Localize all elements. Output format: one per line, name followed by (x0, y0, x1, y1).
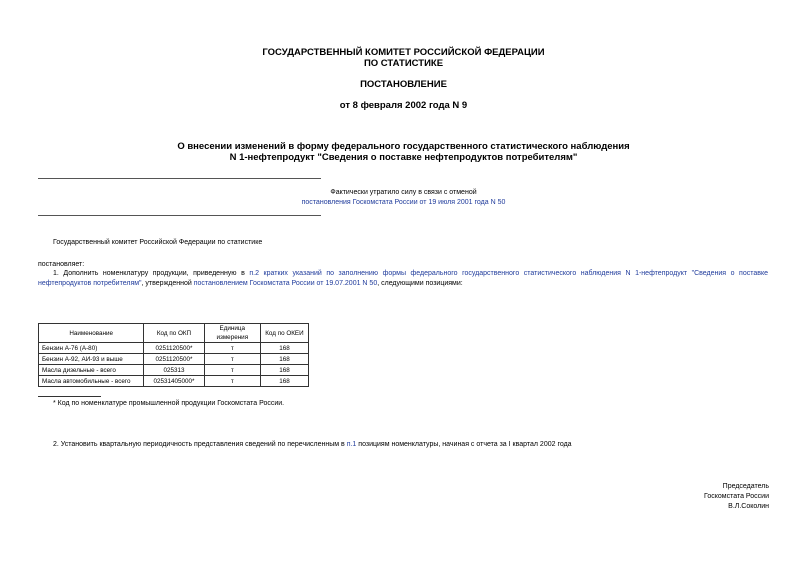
document-date: от 8 февраля 2002 года N 9 (339, 100, 468, 111)
table-header-row (39, 324, 309, 343)
footnote-divider (38, 396, 101, 397)
signature-name: В.Л.Соколин (728, 503, 769, 510)
status-divider-top (38, 178, 321, 179)
link-resolution[interactable]: постановлением Госкомстата России от 19.07.2001 N 50 (193, 280, 378, 287)
table-row: Масла автомобильные - всего 02531405000* т 168 (39, 376, 309, 387)
footnote-text: * Код по номенклатуре промышленной продукции Госкомстата России. (53, 400, 285, 407)
resolves-text: постановляет: (38, 261, 85, 268)
table-row: Масла дизельные - всего 025313 т 168 (39, 365, 309, 376)
paragraph-2: 2. Установить квартальную периодичность представления сведений по перечисленным в п.1 позициям номенклатуры, начиная с отчета за I квартал 2002 года (53, 441, 572, 448)
org-name-line2: ПО СТАТИСТИКЕ (363, 58, 444, 69)
document-type: ПОСТАНОВЛЕНИЕ (360, 79, 447, 90)
header-okp: Код по ОКП (144, 324, 204, 343)
org-name-line1: ГОСУДАРСТВЕННЫЙ КОМИТЕТ РОССИЙСКОЙ ФЕДЕРАЦИИ (262, 47, 545, 58)
header-unit: Единица измерения (204, 324, 260, 343)
header-okei: Код по ОКЕИ (260, 324, 308, 343)
link-p1[interactable]: п.1 (346, 441, 357, 448)
document-title-line1: О внесении изменений в форму федерального государственного статистического наблюдения (177, 141, 630, 152)
signature-title: Председатель (722, 483, 769, 490)
link-instructions[interactable]: п.2 кратких указаний по заполнению формы федерального государственного статистического наблюдения N 1-нефтепродукт "Сведения о поставке нефтепродуктов потребителям" (38, 270, 768, 287)
nomenclature-table (38, 323, 309, 387)
status-text: Фактически утратило силу в связи с отменой (330, 189, 477, 196)
document-title-line2: N 1-нефтепродукт "Сведения о поставке нефтепродуктов потребителям" (229, 152, 578, 163)
status-divider-bottom (38, 215, 321, 216)
intro-text: Государственный комитет Российской Федерации по статистике (53, 239, 263, 246)
paragraph-1: 1. Дополнить номенклатуру продукции, приведенную в п.2 кратких указаний по заполнению формы федерального государственного статистического наблюдения N 1-нефтепродукт "Сведения о поставке нефтепродуктов потребителям", утвержденной постановлением Госкомстата России от 19.07.2001 N 50, следующими позициями: (38, 270, 768, 287)
status-link[interactable]: постановления Госкомстата России от 19 июля 2001 года N 50 (301, 199, 506, 206)
header-name: Наименование (39, 324, 144, 343)
signature-org: Госкомстата России (704, 493, 769, 500)
table-row: Бензин А-76 (А-80) 0251120500* т 168 (39, 343, 309, 354)
table-row: Бензин А-92, АИ-93 и выше 0251120500* т 168 (39, 354, 309, 365)
